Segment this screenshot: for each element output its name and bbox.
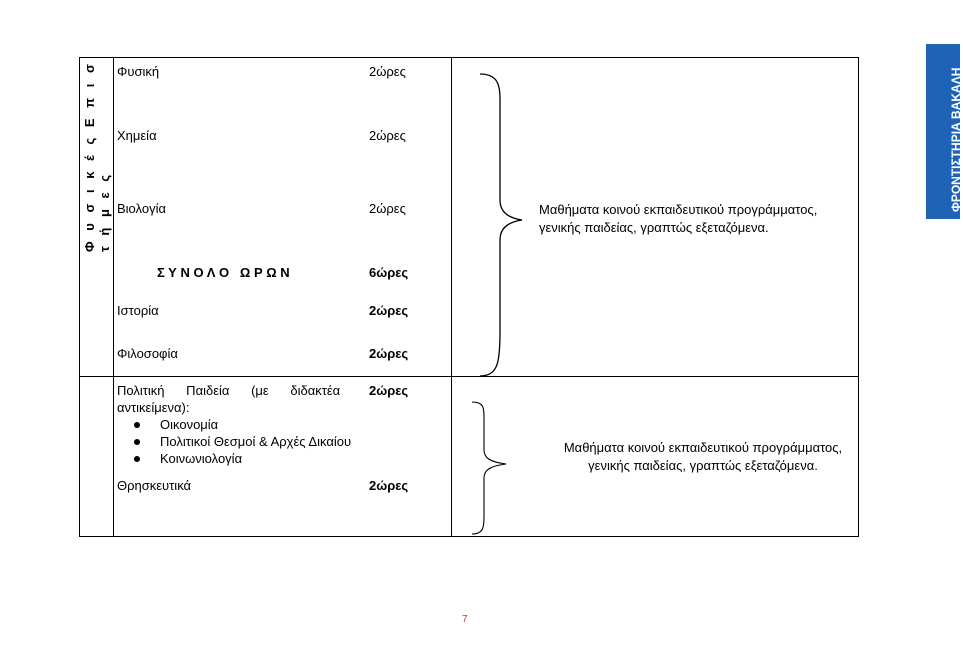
column-divider-1 bbox=[113, 57, 114, 537]
publisher-banner-text: ΦΡΟΝΤΙΣΤΗΡΙΑ ΒΑΚΑΛΗ bbox=[949, 67, 963, 212]
note-group-1 bbox=[539, 201, 817, 237]
publisher-banner bbox=[926, 44, 963, 219]
total-hours-label: Σ Υ Ν Ο Λ Ο Ω Ρ Ω Ν bbox=[157, 265, 290, 280]
subject-civics-line2: αντικείμενα): bbox=[117, 400, 190, 415]
column-divider-2 bbox=[451, 57, 452, 537]
list-item: Κοινωνιολογία bbox=[160, 450, 351, 467]
note-group-1-line1: Μαθήματα κοινού εκπαιδευτικού προγράμματος, bbox=[539, 202, 818, 217]
table-top-border bbox=[79, 57, 859, 58]
side-category-label: Φ υ σ ι κ έ ς Ε π ι σ τ ή μ ε ς bbox=[82, 60, 112, 252]
table-right-border bbox=[858, 57, 859, 537]
hours-history: 2ώρες bbox=[369, 303, 409, 318]
brace-group-1 bbox=[478, 72, 524, 378]
hours-philosophy: 2ώρες bbox=[369, 346, 409, 361]
note-group-2 bbox=[553, 439, 853, 475]
hours-chemistry: 2ώρες bbox=[369, 128, 406, 143]
subject-chemistry: Χημεία bbox=[117, 128, 157, 143]
hours-physics: 2ώρες bbox=[369, 64, 406, 79]
subject-physics: Φυσική bbox=[117, 64, 160, 79]
hours-biology: 2ώρες bbox=[369, 201, 406, 216]
civics-topic-list bbox=[118, 416, 351, 467]
subject-history: Ιστορία bbox=[117, 303, 159, 318]
subject-biology: Βιολογία bbox=[117, 201, 166, 216]
subject-civics-line1: Πολιτική Παιδεία (με διδακτέα bbox=[117, 383, 341, 398]
brace-group-2 bbox=[470, 400, 510, 536]
note-group-2-line2: γενικής παιδείας, γραπτώς εξεταζόμενα. bbox=[588, 458, 818, 473]
table-bottom-border bbox=[79, 536, 859, 537]
list-item: Πολιτικοί Θεσμοί & Αρχές Δικαίου bbox=[160, 434, 352, 449]
subject-philosophy: Φιλοσοφία bbox=[117, 346, 178, 361]
list-item: Οικονομία bbox=[160, 416, 351, 433]
hours-civics: 2ώρες bbox=[369, 383, 409, 398]
hours-religion: 2ώρες bbox=[369, 478, 409, 493]
table-left-border bbox=[79, 57, 80, 537]
page-number: 7 bbox=[462, 614, 468, 625]
row-divider bbox=[79, 376, 859, 377]
note-group-2-line1: Μαθήματα κοινού εκπαιδευτικού προγράμματος, bbox=[563, 440, 843, 455]
subject-religion: Θρησκευτικά bbox=[117, 478, 192, 493]
total-hours-value: 6ώρες bbox=[369, 265, 409, 280]
note-group-1-line2: γενικής παιδείας, γραπτώς εξεταζόμενα. bbox=[539, 220, 769, 235]
